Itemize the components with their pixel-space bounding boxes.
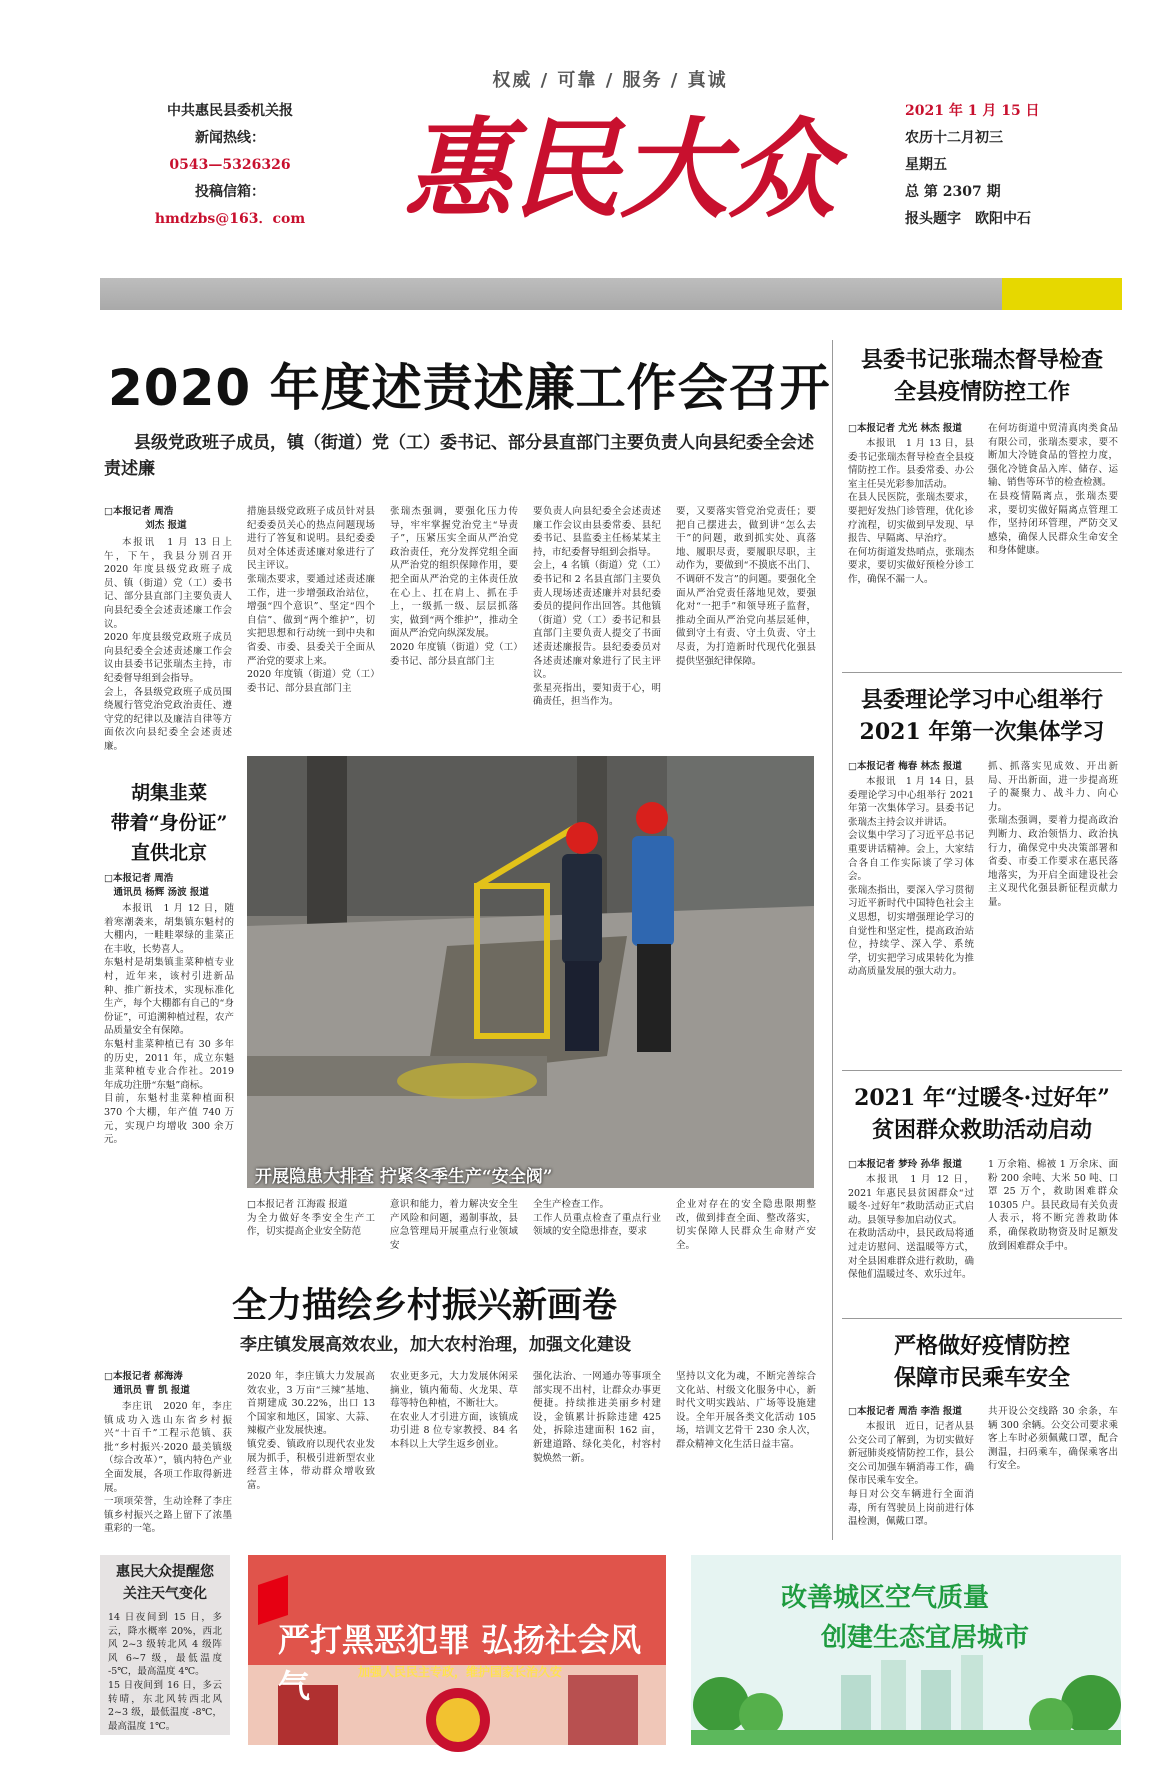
- left-story-byline: □本报记者 周浩 通讯员 杨辉 汤波 报道: [104, 873, 209, 898]
- right-story-2-byline: □本报记者 梅春 林杰 报道: [848, 761, 962, 772]
- right-story-3-col-2: 1 万余箱、棉被 1 万余床、面粉 200 余吨、大米 50 吨、口罩 25 万个，救助困难群众 10305 户。县民政局有关负责人表示，将不断完善救助体系，确保救助物资及时足额发放到困难群众手中。: [988, 1159, 1118, 1252]
- right-story-2-col-1: 本报讯 1 月 14 日，县委理论学习中心组举行 2021 年第一次集体学习。县委书记张瑞杰主持会议并讲话。 会议集中学习了习近平总书记重要讲话精神。会上，大家结合各自工作实际谈了学习体会。 张瑞杰指出，要深入学习贯彻习近平新时代中国特色社会主义思想，切实增强理论学习的自觉性和坚定性，提高政治站位，持续学、深入学、系统学，切实把学习成果转化为推动高质量发展的强大动力。: [848, 776, 974, 978]
- rural-byline: □本报记者 郝海涛 通讯员 曹 凯 报道: [104, 1371, 190, 1396]
- email-address: hmdzbs@163．com: [154, 211, 306, 227]
- right-story-3-headline: 2021 年“过暖冬·过好年” 贫困群众救助活动启动: [854, 1085, 1110, 1143]
- right-story-1-col-2: 在何坊街道中贸清真肉类食品有限公司，张瑞杰要求，要不断加大冷链食品的管控力度，强化冷链食品入库、储存、运输、销售等环节的检查检测。 在县疫情隔离点，张瑞杰要求，要切实做好隔离点管理工作，坚持闭环管理，严防交叉感染，确保人民群众生命安全和身体健康。: [988, 423, 1118, 557]
- ad-air-quality-headline-1: 改善城区空气质量: [781, 1583, 990, 1613]
- issue-date: 2021 年 1 月 15 日: [905, 103, 1040, 119]
- right-story-1-col-1: 本报讯 1 月 13 日，县委书记张瑞杰督导检查全县疫情防控工作。县委常委、办公室主任吴光彩参加活动。 在县人民医院，张瑞杰要求，要把好发热门诊管理，优化诊疗流程，切实做到早发现、早报告、早隔离、早治疗。 在何坊街道发热哨点，张瑞杰要求，要切实做好预检分诊工作，确保不漏一人。: [848, 438, 974, 585]
- lead-subhead: 县级党政班子成员，镇（街道）党（工）委书记、部分县直部门主要负责人向县纪委全会述责述廉: [104, 433, 814, 479]
- lead-byline: □本报记者 周浩 刘杰 报道: [104, 506, 187, 531]
- right-story-4-byline: □本报记者 周浩 李浩 报道: [848, 1406, 962, 1417]
- lead-column-1: 本报讯 1 月 13 日上午，下午，我县分别召开 2020 年度县级党政班子成员、镇（街道）党（工）委书记、部分县直部门主要负责人向县纪委全会述责述廉工作会议。 2020 年度县级党政班子成员向县纪委全会述责述廉工作会议由县委书记张瑞杰主持，市纪委督导组到会指导。 会上，各县级党政班子成员围绕履行管党治党政治责任、遵守党的纪律以及廉洁自律等方面依次向县纪委全会述责述廉。: [104, 537, 232, 752]
- right-story-3-col-1: 本报讯 1 月 12 日，2021 年惠民县贫困群众“过暖冬·过好年”救助活动正式启动。县领导参加启动仪式。 在救助活动中，县民政局将通过走访慰问、送温暖等方式，对全县困难群众进行救助，确保他们温暖过冬、欢乐过年。: [848, 1174, 974, 1281]
- rural-column-1: 李庄讯 2020 年，李庄镇成功入选山东省乡村振兴“十百千”工程示范镇、获批“乡村振兴·2020 最美镇级（综合改革）”，镇内特色产业全面发展，各项工作取得新进展。 一项项荣誉，生动诠释了李庄镇乡村振兴之路上留下了浓墨重彩的一笔。: [104, 1401, 232, 1535]
- lead-headline: 2020 年度述责述廉工作会召开: [108, 359, 831, 417]
- photo-text-3: 全生产检查工作。 工作人员重点检查了重点行业领域的安全隐患排查，要求: [533, 1199, 661, 1238]
- divider: [842, 1070, 1122, 1071]
- right-story-1-byline: □本报记者 尤光 林杰 报道: [848, 423, 962, 434]
- right-story-4-col-1: 本报讯 近日，记者从县公交公司了解到，为切实做好新冠肺炎疫情防控工作，县公交公司加强车辆消毒工作，确保市民乘车安全。 每日对公交车辆进行全面消毒，所有驾驶员上岗前进行体温检测，佩戴口罩。: [848, 1421, 974, 1528]
- photo-text-1: □本报记者 江海霞 报道 为全力做好冬季安全生产工作，切实提高企业安全防范: [247, 1199, 375, 1238]
- weather-title: 惠民大众提醒您 关注天气变化: [116, 1564, 214, 1602]
- right-story-4-headline: 严格做好疫情防控 保障市民乘车安全: [893, 1333, 1070, 1391]
- rural-column-2: 2020 年，李庄镇大力发展高效农业，3 万亩“三辣”基地、首期建成 30.22%，出口 13 个国家和地区，国家、大蒜、辣椒产业发展快速。 镇党委、镇政府以现代农业发展为抓手，积极引进新型农业经营主体，带动群众增收致富。: [247, 1371, 375, 1491]
- ad-anti-crime-headline: 严打黑恶犯罪 弘扬社会风气: [278, 1621, 642, 1705]
- right-story-3-byline: □本报记者 梦玲 孙华 报道: [848, 1159, 962, 1170]
- photo-text-4: 企业对存在的安全隐患限期整改，做到排查全面、整改落实，切实保障人民群众生命财产安全。: [676, 1199, 816, 1251]
- right-story-1-headline: 县委书记张瑞杰督导检查 全县疫情防控工作: [860, 347, 1103, 405]
- calligrapher-credit: 报头题字 欧阳中石: [905, 211, 1031, 227]
- logo-text: 惠民大众: [403, 107, 837, 233]
- photo-text-2: 意识和能力，着力解决安全生产风险和问题，遏制事故，县应急管理局开展重点行业领域安: [390, 1199, 518, 1251]
- issue-number: 总 第 2307 期: [905, 184, 1001, 200]
- right-story-2-headline: 县委理论学习中心组举行 2021 年第一次集体学习: [859, 687, 1105, 745]
- newspaper-logo: [395, 95, 845, 245]
- rural-subhead: 李庄镇发展高效农业，加大农村治理，加强文化建设: [240, 1335, 631, 1355]
- news-photo: [247, 756, 814, 1188]
- left-story-body: 本报讯 1 月 12 日，随着寒潮袭来，胡集镇东魁村的大棚内，一畦畦翠绿的韭菜正在丰收，长势喜人。 东魁村是胡集镇韭菜种植专业村，近年来，该村引进新品种、推广新技术，实现标准化生产，每个大棚都有自己的“身份证”，可追溯种植过程，农产品质量安全有保障。 东魁村韭菜种植已有 30 多年的历史，2011 年，成立东魁韭菜种植专业合作社。2019 年成功注册“东魁”商标。 目前，东魁村韭菜种植面积 370 个大棚，年产值 740 万元，实现户均增收 300 余万元。: [104, 903, 234, 1146]
- masthead-right-info: [905, 98, 1105, 233]
- ad-air-quality: [691, 1555, 1121, 1745]
- lead-column-3: 张瑞杰强调，要强化压力传导，牢牢掌握党治党主“导责子”，压紧压实全面从严治党政治责任，充分发挥党组全面从严治党的组织保障作用，要把全面从严治党的主体责任放在心上、扛在肩上、抓在手上，一级抓一级、层层抓落实，做到“两个维护”，推动全面从严治党向纵深发展。 2020 年度镇（街道）党（工）委书记、部分县直部门主: [390, 506, 518, 667]
- weather-box: [100, 1555, 230, 1735]
- left-story-headline: 胡集韭菜 带着“身份证” 直供北京: [110, 782, 228, 864]
- lead-column-5: 要，又要落实管党治党责任；要把自己摆进去，做到讲“怎么去干”的问题，敢到抓实处、真落地、履职尽责，要履职尽职，主动作为，要做到“不摸底不出门、不调研不发言”的问题。要强化全面从严治党责任落地见效，要强化对“一把手”和领导班子监督，推动全面从严治党向基层延伸，做到守土有责、守土负责、守土尽责，为打造新时代现代化强县提供坚强纪律保障。: [676, 506, 816, 667]
- rural-column-4: 强化法治、一网通办等事项全部实现不出村，让群众办事更便捷。持续推进美丽乡村建设，金镇累计拆除违建 425 处，拆除违建面积 162 亩，新建道路、绿化美化，村容村貌焕然一新。: [533, 1371, 661, 1464]
- weather-body: 14 日夜间到 15 日，多云，降水概率 20%，西北风 2~3 级转北风 4 级阵风 6~7 级，最低温度 -5℃，最高温度 4℃。 15 日夜间到 16 日，多云转晴，东北风转西北风 2~3 级，最低温度 -8℃，最高温度 1℃。: [108, 1612, 222, 1732]
- ad-anti-crime-tagline: 加强人民民主专政，维护国家长治久安: [358, 1665, 563, 1679]
- right-story-4-col-2: 共开设公交线路 30 余条，车辆 300 余辆。公交公司要求乘客上车时必须佩戴口罩，配合测温，扫码乘车，确保乘客出行安全。: [988, 1406, 1118, 1472]
- email-label: 投稿信箱：: [195, 184, 265, 200]
- rural-column-5: 坚持以文化为魂，不断完善综合文化站、村级文化服务中心，新时代文明实践站、广场等设施建设。全年开展各类文化活动 105 场，培训文艺骨干 230 余人次，群众精神文化生活日益丰富。: [676, 1371, 816, 1450]
- hotline-number: 0543—5326326: [169, 157, 291, 173]
- weekday: 星期五: [905, 157, 947, 173]
- column-divider: [832, 340, 833, 1540]
- divider: [842, 672, 1122, 673]
- masthead-bar: [100, 278, 1122, 310]
- hotline-label: 新闻热线：: [195, 130, 265, 146]
- divider: [842, 1318, 1122, 1319]
- lunar-date: 农历十二月初三: [905, 130, 1003, 146]
- lead-column-2: 措施县级党政班子成员针对县纪委委员关心的热点问题现场进行了答复和说明。县纪委委员对全体述责述廉对象进行了民主评议。 张瑞杰要求，要通过述责述廉工作，进一步增强政治站位，增强“四个意识”、坚定“四个自信”、做到“两个维护”，切实把思想和行动统一到中央和省委、市委、县委关于全面从严治党的要求上来。 2020 年度镇（街道）党（工）委书记、部分县直部门主: [247, 506, 375, 694]
- masthead-bar-accent: [1002, 278, 1122, 310]
- ad-air-quality-headline-2: 创建生态宜居城市: [821, 1623, 1030, 1653]
- right-story-2-col-2: 抓、抓落实见成效、开出新局、开出新面，进一步提高班子的凝聚力、战斗力、向心力。 张瑞杰强调，要着力提高政治判断力、政治领悟力、政治执行力，确保党中央决策部署和省委、市委工作要求在惠民落地落实，为开启全面建设社会主义现代化强县新征程贡献力量。: [988, 761, 1118, 908]
- rural-headline: 全力描绘乡村振兴新画卷: [232, 1286, 618, 1326]
- ad-anti-crime: [248, 1555, 666, 1745]
- slogan: 权威 / 可靠 / 服务 / 真诚: [492, 70, 728, 91]
- photo-caption: 开展隐患大排查 拧紧冬季生产“安全阀”: [255, 1167, 553, 1187]
- org-name: 中共惠民县委机关报: [167, 103, 293, 119]
- rural-column-3: 农业更多元，大力发展休闲采摘业，镇内葡萄、火龙果、草莓等特色种植，不断壮大。 在农业人才引进方面，该镇成功引进 8 位专家教授、84 名本科以上大学生返乡创业。: [390, 1371, 518, 1450]
- lead-column-4: 要负责人向县纪委全会述责述廉工作会议由县委常委、县纪委书记、县监委主任杨某某主持，市纪委督导组到会指导。 会上，4 名镇（街道）党（工）委书记和 2 名县直部门主要负责人现场述责述廉并对县纪委委员的提问作出回答。其他镇（街道）党（工）委书记和县直部门主要负责人提交了书面述责述廉报告。县纪委委员对各述责述廉对象进行了民主评议。 张星亮指出，要知责于心，明确责任，担当作为。: [533, 506, 661, 708]
- masthead-left-info: [150, 98, 310, 233]
